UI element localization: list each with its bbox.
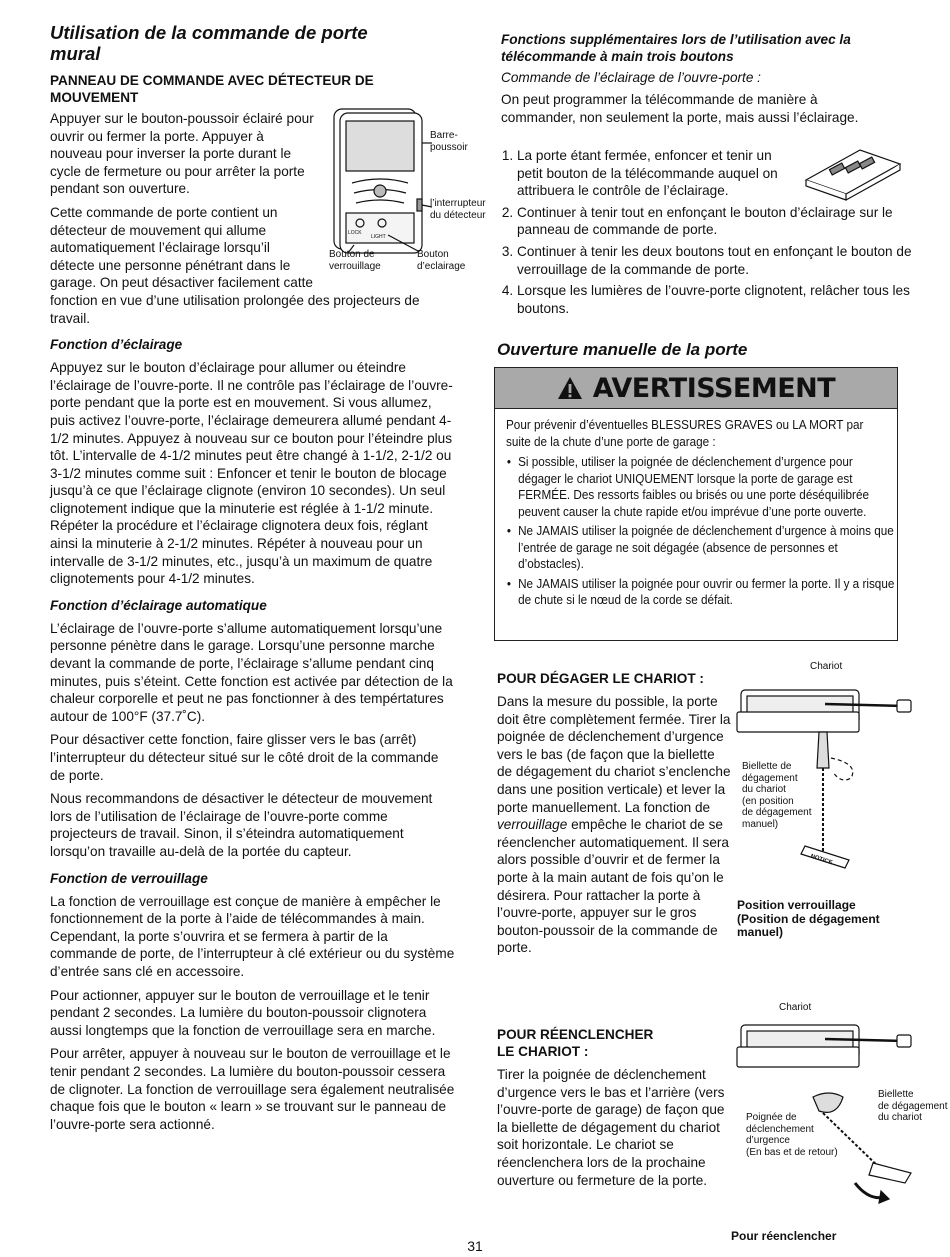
release-trolley-paragraph [497,693,733,957]
manual-opening-heading: Ouverture manuelle de la porte [497,340,748,359]
warning-body [495,409,897,609]
warning-bullet-2: • Ne JAMAIS utiliser la poignée de déclenchement d’urgence à moins que l’entrée de garage ne soit dégagée (absence de personnes et d’obstacles). [506,523,897,573]
fig1-caption: Position verrouillage (Position de dégagement manuel) [737,898,880,939]
fig1-notice-label: NOTICE [809,853,834,867]
panel-paragraph-1: Appuyer sur le bouton-poussoir éclairé pour ouvrir ou fermer la porte. Appuyer à nouveau pour inverser la porte durant le cycle de fermeture ou pour arrêter la porte pendant son ouverture. [50,111,314,197]
step-2: 2. Continuer à tenir tout en enfonçant le bouton d’éclairage sur le panneau de commande de porte. [517,204,923,239]
fig1-link-label: Biellette de dégagement du chariot (en position de dégagement manuel) [742,761,812,830]
warning-bullet-1: • Si possible, utiliser la poignée de déclenchement d’urgence pour dégager le chariot UNIQUEMENT lorsque la porte de garage est FERMÉE. Des ressorts faibles ou brisés ou une porte déséquilibrée peuvent causer la chute rapide et/ou imprévue d’une porte ouverte. [506,454,897,520]
auto-light-paragraph-1: L’éclairage de l’ouvre-porte s’allume automatiquement lorsqu’une personne pénètre dans le garage. Lorsqu’une personne marche devant la commande de porte, l’éclairage s’allume pendant cinq minutes, puis s’éteint. Cette fonction est activée par détection de la chaleur corporelle et peut ne pas fonctionner à des tempértatures autour de 100°F (37.7˚C). [50,620,453,724]
fig2-handle-label: Poignée de déclenchement d’urgence (En bas et de retour) [746,1112,838,1158]
auto-light-paragraph-2: Pour désactiver cette fonction, faire glisser vers le bas (arrêt) l’interrupteur du détecteur situé sur le côté droit de la commande de porte. [50,732,439,783]
label-lock-button: Bouton de verrouillage [329,249,381,272]
section-title-wall-control: Utilisation de la commande de porte mural [50,22,368,64]
panel-paragraph-2-text: Cette commande de porte contient un détecteur de mouvement qui allume automatiquement l’éclairage lorsqu’il détecte une personne pénétrant dans le garage. On peut désactiver facilement catte fonction en vue d’une utilisation prolongée des projecteurs de travail. [50,204,420,326]
release-text-post: empêche le chariot de se réenclencher automatiquement. Il sera alors possible d’ouvrir et de fermer la porte à la main autant de fois qu’on le désirera. Pour rattacher la porte à l’ouvre-porte, appuyer sur le gros bouton-poussoir de la commande de porte. [497,817,729,956]
warning-intro: Pour prévenir d’éventuelles BLESSURES GRAVES ou LA MORT par suite de la chute d’une porte de garage : [506,418,864,449]
light-mini-label: LIGHT [371,234,386,240]
step-1: 1. La porte étant fermée, enfoncer et tenir un petit bouton de la télécommande auquel on attribuera le contrôle de l’éclairage. [517,147,787,200]
fig2-caption: Pour réenclencher [731,1229,837,1243]
step-4: 4. Lorsque les lumières de l’ouvre-porte clignotent, relâcher tous les boutons. [517,282,923,317]
light-function-paragraph: Appuyez sur le bouton d’éclairage pour allumer ou éteindre l’éclairage de l’ouvre-porte. Il ne contrôle pas l’éclairage de l’ouvre-porte pendant que la porte est en mouvement. Si vous allumez, puis activez l’ouvre-porte, l’éclairage demeurera allumé pendant 4-1/2 minutes. Appuyez à nouveau sur ce bouton pour l’éteindre plus tôt. L’intervalle de 4-1/2 minutes peut être changé à 1-1/2, 2-1/2 ou 3-1/2 minutes comme suit : Enfoncer et tenir le bouton de blocage jusqu’à ce que l’éclairage clignote (environ 10 secondes). Un seul clignotement indique que la minuterie est réglée à 1-1/2 minute. Répéter la procédure et l’éclairage clignotera deux fois, réglant ainsi la minuterie à 2-1/2 minutes. Répéter à nouveau pour un intervalle de 3-1/2 minutes, etc., jusqu’à un maximum de quatre clignotements pour 4-1/2 minutes. [50,360,453,587]
remote-control-illustration [800,142,905,202]
auto-light-heading: Fonction d’éclairage automatique [50,597,267,613]
label-detector-switch: l’interrupteur du détecteur [430,198,486,221]
warning-box [494,367,898,641]
lock-paragraph-2: Pour actionner, appuyer sur le bouton de verrouillage et le tenir pendant 2 secondes. La lumière du bouton-poussoir clignotera aussi longtemps que la fonction de verrouillage sera en marche. [50,987,436,1038]
warning-triangle-icon [557,376,583,400]
warning-bullet-3: • Ne JAMAIS utiliser la poignée pour ouvrir ou fermer la porte. Il y a risque de chute si le nœud de la corde se défait. [506,576,897,609]
fig1-chariot-label: Chariot [810,661,843,672]
warning-title: AVERTISSEMENT [592,372,836,404]
release-trolley-heading: POUR DÉGAGER LE CHARIOT : [497,671,704,686]
step-3: 3. Continuer à tenir les deux boutons tout en enfonçant le bouton de verrouillage de la commande de porte. [517,243,923,278]
fig2-link-label: Biellette de dégagement du chariot [878,1089,948,1123]
fig2-chariot-label: Chariot [779,1002,812,1013]
reengage-heading: POUR RÉENCLENCHER LE CHARIOT : [497,1027,654,1059]
lock-paragraph-3: Pour arrêter, appuyer à nouveau sur le bouton de verrouillage et le tenir pendant 2 secondes. La lumière du bouton-poussoir cessera de clignoter. La fonction de verrouillage sera également neutralisée chaque fois que le bouton « learn » se trouvant sur le panneau de l’ouvre-porte sera actionné. [50,1046,455,1132]
warning-bullets [506,454,895,609]
lock-function-heading: Fonction de verrouillage [50,870,208,886]
label-push-bar: Barre- poussoir [430,130,468,153]
lock-paragraph-1: La fonction de verrouillage est conçue de manière à empêcher le fonctionnement de la porte à l’aide de télécommandes à main. Cependant, la porte s’ouvrira et se fermera à partir de la commande de porte, de l’interrupteur à clé extérieur ou du système d’entrée sans clé en accessoire. [50,893,455,979]
light-function-heading: Fonction d’éclairage [50,337,183,353]
reengage-paragraph: Tirer la poignée de déclenchement d’urgence vers le bas et l’arrière (vers l’ouvre-porte de garage) de façon que la biellette de dégagement du chariot soit horizontale. Le chariot se réenclenchera lors de la prochaine ouverture ou fermeture de la porte. [497,1067,725,1188]
extra-functions-paragraph: On peut programmer la télécommande de manière à commander, non seulement la porte, mais aussi l’éclairage. [501,92,859,125]
panel-heading: PANNEAU DE COMMANDE AVEC DÉTECTEUR DE MOUVEMENT [50,73,374,105]
extra-functions-heading: Fonctions supplémentaires lors de l’utilisation avec la télécommande à main trois boutons [501,32,851,64]
warning-header [495,368,897,409]
page-number: 31 [467,1238,483,1254]
lock-mini-label: LOCK [348,230,362,236]
extra-functions-subheading: Commande de l’éclairage de l’ouvre-porte : [501,70,761,85]
release-text-pre: Dans la mesure du possible, la porte doit être complètement fermée. Tirer la poignée de déclenchement d’urgence vers le bas (de façon que la biellette de dégagement du chariot s’enclenche dans une position verticale) et lever la porte manuellement. La fonction de [497,694,731,815]
release-text-emphasis: verrouillage [497,817,568,833]
auto-light-paragraph-3: Nous recommandons de désactiver le détecteur de mouvement lors de l’utilisation de l’éclairage de l’ouvre-porte comme projecteurs de travail. Sinon, il s’éteindra automatiquement lorsqu’on travaille au-delà de la portée du capteur. [50,791,433,859]
label-light-button: Bouton d’eclairage [417,249,466,272]
